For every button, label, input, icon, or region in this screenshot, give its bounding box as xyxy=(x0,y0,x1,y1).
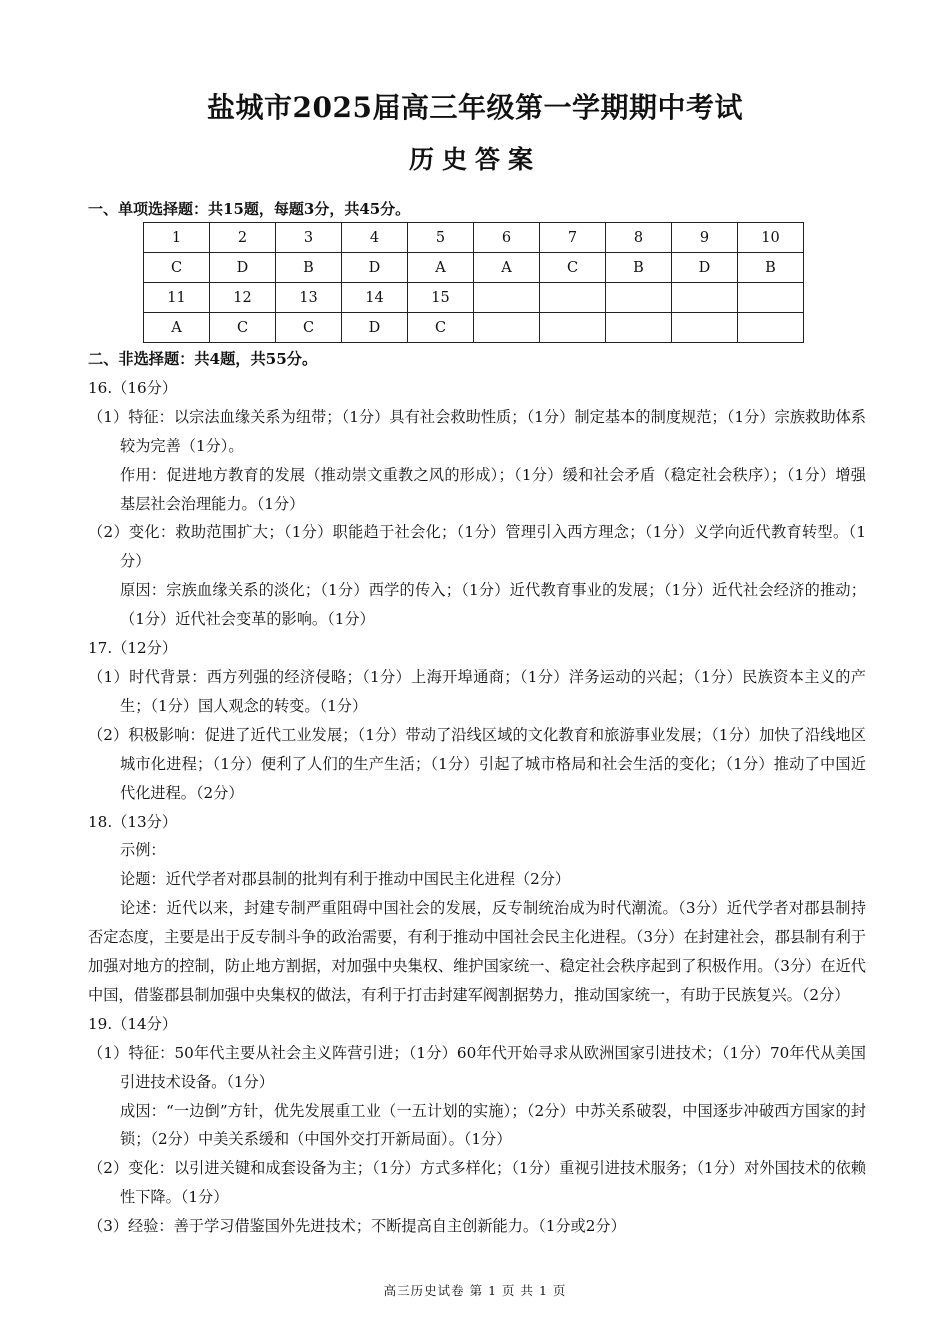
question-number-cell: 12 xyxy=(210,283,276,313)
question-number-cell: 13 xyxy=(276,283,342,313)
question-number-cell: 4 xyxy=(342,223,408,253)
question-number-row xyxy=(144,223,804,253)
document-body xyxy=(88,345,866,1241)
page-footer: 高三历史试卷 第 1 页 共 1 页 xyxy=(383,1283,567,1298)
exam-title: 盐城市2025届高三年级第一学期期中考试 xyxy=(207,91,743,124)
question-18-heading: 18.（13分） xyxy=(88,812,178,831)
question-number-cell: 6 xyxy=(474,223,540,253)
q19-part2: （2）变化：以引进关键和成套设备为主；（1分）方式多样化；（1分）重视引进技术服务；（1分）对外国技术的依赖性下降。（1分） xyxy=(88,1159,866,1207)
answer-cell: B xyxy=(738,253,804,283)
answer-row xyxy=(144,313,804,343)
exam-subtitle: 历史答案 xyxy=(408,145,541,174)
q18-example-label: 示例： xyxy=(120,841,166,860)
question-19-heading: 19.（14分） xyxy=(88,1014,178,1033)
answer-cell: D xyxy=(210,253,276,283)
q16-part2-changes: （2）变化：救助范围扩大；（1分）职能趋于社会化；（1分）管理引入西方理念；（1分）义学向近代教育转型。（1分） xyxy=(88,523,866,571)
q17-part1: （1）时代背景：西方列强的经济侵略；（1分）上海开埠通商；（1分）洋务运动的兴起；（1分）民族资本主义的产生；（1分）国人观念的转变。（1分） xyxy=(88,667,866,715)
q19-part3: （3）经验：善于学习借鉴国外先进技术；不断提高自主创新能力。（1分或2分） xyxy=(88,1217,626,1236)
question-number-cell: 15 xyxy=(408,283,474,313)
answer-cell xyxy=(540,313,606,343)
question-number-cell: 7 xyxy=(540,223,606,253)
question-number-cell: 5 xyxy=(408,223,474,253)
q19-part1-features: （1）特征：50年代主要从社会主义阵营引进；（1分）60年代开始寻求从欧洲国家引进技术；（1分）70年代从美国引进技术设备。（1分） xyxy=(88,1043,866,1091)
answer-table xyxy=(143,222,804,343)
section-heading-non-choice: 二、非选择题：共4题，共55分。 xyxy=(88,350,318,368)
question-number-cell: 8 xyxy=(606,223,672,253)
answer-cell: A xyxy=(144,313,210,343)
q16-part1-features: （1）特征：以宗法血缘关系为纽带；（1分）具有社会救助性质；（1分）制定基本的制度规范；（1分）宗族救助体系较为完善（1分）。 xyxy=(88,407,866,455)
answer-cell xyxy=(672,313,738,343)
answer-cell: D xyxy=(342,253,408,283)
answer-cell: C xyxy=(540,253,606,283)
q18-argument: 论述：近代以来，封建专制严重阻碍中国社会的发展，反专制统治成为时代潮流。（3分）近代学者对郡县制持否定态度，主要是出于反专制斗争的政治需要，有利于推动中国社会民主化进程。（3分）在封建社会，郡县制有利于加强对地方的控制，防止地方割据，对加强中央集权、维护国家统一、稳定社会秩序起到了积极作用。（3分）在近代中国，借鉴郡县制加强中央集权的做法，有利于打击封建军阀割据势力，推动国家统一，有助于民族复兴。（2分） xyxy=(88,899,866,1004)
answer-cell: A xyxy=(474,253,540,283)
answer-cell xyxy=(738,313,804,343)
question-17-heading: 17.（12分） xyxy=(88,639,178,658)
question-number-cell: 11 xyxy=(144,283,210,313)
q19-part1-causes: 成因：“一边倒”方针，优先发展重工业（一五计划的实施）；（2分）中苏关系破裂，中国逐步冲破西方国家的封锁；（2分）中美关系缓和（中国外交打开新局面）。（1分） xyxy=(120,1101,866,1149)
question-number-cell xyxy=(738,283,804,313)
section-heading-multiple-choice: 一、单项选择题：共15题，每题3分，共45分。 xyxy=(88,200,411,218)
answer-cell: C xyxy=(408,313,474,343)
question-number-cell: 2 xyxy=(210,223,276,253)
answer-cell: C xyxy=(276,313,342,343)
q16-part1-effects: 作用：促进地方教育的发展（推动崇文重教之风的形成）；（1分）缓和社会矛盾（稳定社会秩序）；（1分）增强基层社会治理能力。（1分） xyxy=(120,465,866,513)
answer-cell: D xyxy=(672,253,738,283)
answer-cell: A xyxy=(408,253,474,283)
question-number-cell: 3 xyxy=(276,223,342,253)
question-number-cell xyxy=(672,283,738,313)
answer-cell: C xyxy=(210,313,276,343)
answer-cell: B xyxy=(276,253,342,283)
question-number-cell: 1 xyxy=(144,223,210,253)
question-number-cell: 9 xyxy=(672,223,738,253)
answer-cell: D xyxy=(342,313,408,343)
q17-part2: （2）积极影响：促进了近代工业发展；（1分）带动了沿线区域的文化教育和旅游事业发展；（1分）加快了沿线地区城市化进程；（1分）便利了人们的生产生活；（1分）引起了城市格局和社会生活的变化；（1分）推动了中国近代化进程。（2分） xyxy=(88,725,866,802)
question-number-cell xyxy=(540,283,606,313)
question-number-cell xyxy=(606,283,672,313)
question-number-cell: 10 xyxy=(738,223,804,253)
answer-cell: C xyxy=(144,253,210,283)
answer-cell xyxy=(606,313,672,343)
question-number-cell xyxy=(474,283,540,313)
question-16-heading: 16.（16分） xyxy=(88,378,178,397)
answer-cell: B xyxy=(606,253,672,283)
q16-part2-reasons: 原因：宗族血缘关系的淡化；（1分）西学的传入；（1分）近代教育事业的发展；（1分）近代社会经济的推动；（1分）近代社会变革的影响。（1分） xyxy=(120,581,866,629)
answer-cell xyxy=(474,313,540,343)
question-number-cell: 14 xyxy=(342,283,408,313)
question-number-row xyxy=(144,283,804,313)
answer-row xyxy=(144,253,804,283)
q18-thesis: 论题：近代学者对郡县制的批判有利于推动中国民主化进程（2分） xyxy=(120,870,571,889)
